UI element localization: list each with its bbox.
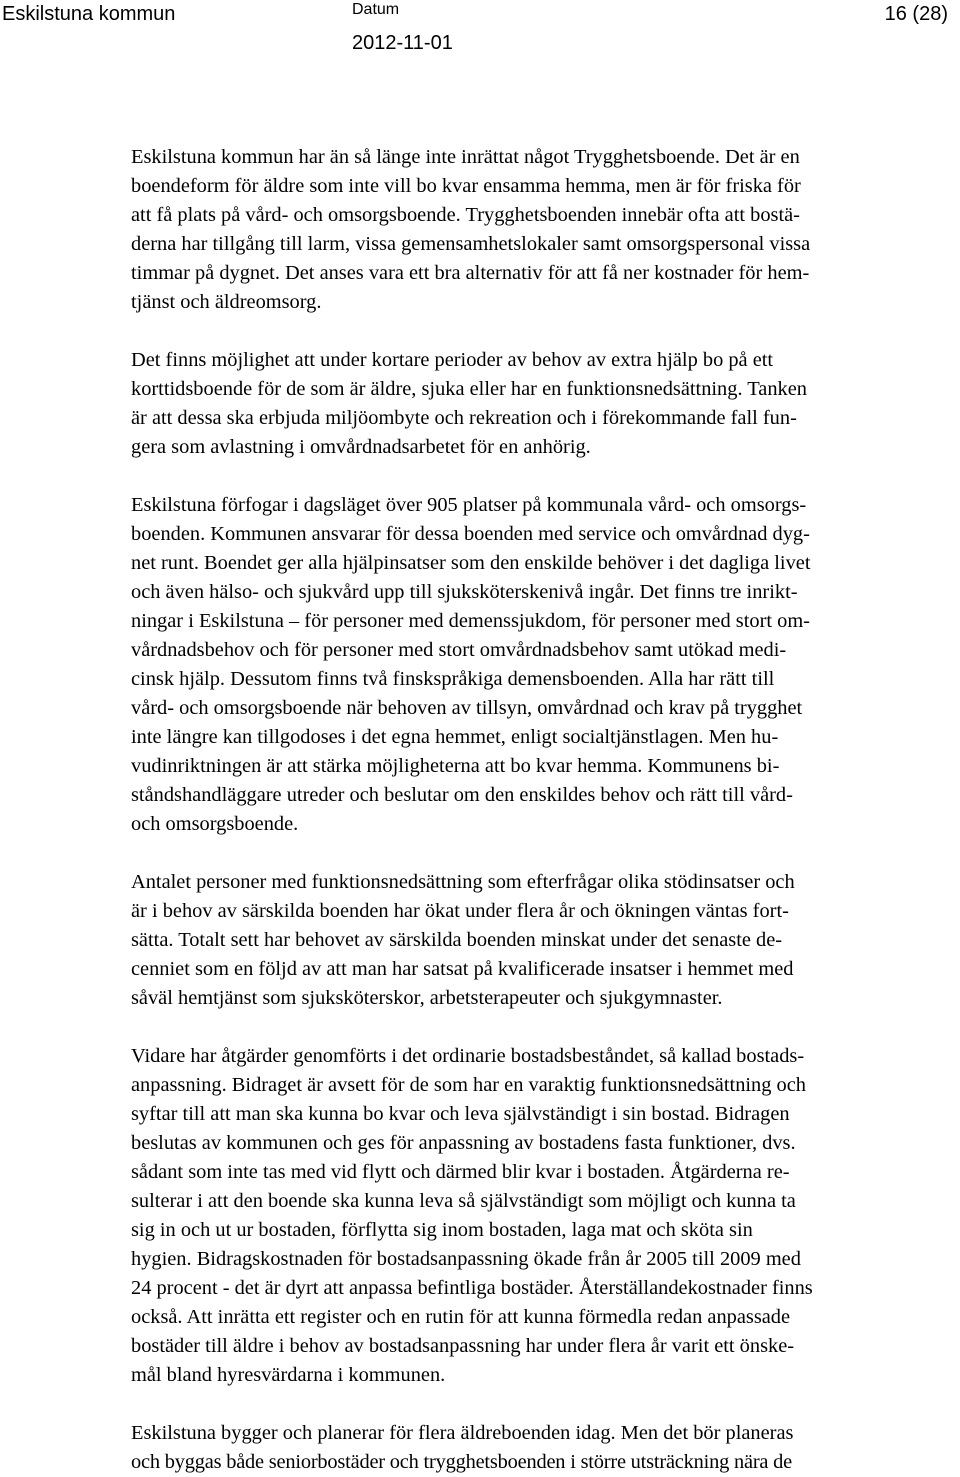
text-line: cenniet som en följd av att man har satsat på kvalificerade insatser i hemmet med [131, 958, 794, 980]
document-body [131, 143, 960, 1477]
text-line: också. Att inrätta ett register och en rutin för att kunna förmedla redan anpassade [131, 1306, 791, 1328]
text-line: derna har tillgång till larm, vissa gemensamhetslokaler samt omsorgspersonal vissa [131, 233, 811, 255]
text-line: beslutas av kommunen och ges för anpassning av bostadens fasta funktioner, dvs. [131, 1132, 796, 1154]
text-line: såväl hemtjänst som sjuksköterskor, arbetsterapeuter och sjukgymnaster. [131, 987, 723, 1009]
text-line: 24 procent - det är dyrt att anpassa befintliga bostäder. Återställandekostnader finns [131, 1277, 813, 1299]
page-header [0, 0, 960, 60]
text-line: gera som avlastning i omvårdnadsarbetet för en anhörig. [131, 436, 591, 458]
text-line: och omsorgsboende. [131, 813, 299, 835]
date-label: Datum [352, 1, 400, 18]
text-line: ningar i Eskilstuna – för personer med demenssjukdom, för personer med stort om- [131, 610, 810, 632]
text-line: Eskilstuna förfogar i dagsläget över 905 platser på kommunala vård- och omsorgs- [131, 494, 807, 516]
page-number: 16 (28) [884, 3, 948, 25]
document-date: 2012-11-01 [352, 32, 453, 54]
text-line: timmar på dygnet. Det anses vara ett bra alternativ för att få ner kostnader för hem- [131, 262, 810, 284]
text-line: att få plats på vård- och omsorgsboende. Trygghetsboenden innebär ofta att bostä- [131, 204, 800, 226]
paragraph [131, 143, 960, 317]
text-line: mål bland hyresvärdarna i kommunen. [131, 1364, 446, 1386]
text-line: och byggas både seniorbostäder och trygghetsboenden i större utsträckning nära de [131, 1451, 793, 1473]
text-line: Antalet personer med funktionsnedsättning som efterfrågar olika stödinsatser och [131, 871, 795, 893]
text-line: bostäder till äldre i behov av bostadsanpassning har under flera år varit ett önske- [131, 1335, 795, 1357]
text-line: Vidare har åtgärder genomförts i det ordinarie bostadsbeståndet, så kallad bostads- [131, 1045, 805, 1067]
text-line: net runt. Boendet ger alla hjälpinsatser som den enskilde behöver i det dagliga livet [131, 552, 811, 574]
text-line: hygien. Bidragskostnaden för bostadsanpassning ökade från år 2005 till 2009 med [131, 1248, 801, 1270]
paragraph [131, 1419, 960, 1477]
paragraph [131, 346, 960, 462]
text-line: Det finns möjlighet att under kortare perioder av behov av extra hjälp bo på ett [131, 349, 774, 371]
text-line: är i behov av särskilda boenden har ökat under flera år och ökningen väntas fort- [131, 900, 789, 922]
text-line: Eskilstuna kommun har än så länge inte inrättat något Trygghetsboende. Det är en [131, 146, 800, 168]
paragraph [131, 868, 960, 1013]
text-line: boendeform för äldre som inte vill bo kvar ensamma hemma, men är för friska för [131, 175, 801, 197]
text-line: sulterar i att den boende ska kunna leva så självständigt som möjligt och kunna ta [131, 1190, 796, 1212]
paragraph [131, 491, 960, 839]
text-line: Eskilstuna bygger och planerar för flera äldreboenden idag. Men det bör planeras [131, 1422, 794, 1444]
text-line: korttidsboende för de som är äldre, sjuka eller har en funktionsnedsättning. Tanken [131, 378, 807, 400]
text-line: vudinriktningen är att stärka möjligheterna att bo kvar hemma. Kommunens bi- [131, 755, 780, 777]
text-line: syftar till att man ska kunna bo kvar och leva självständigt i sin bostad. Bidragen [131, 1103, 790, 1125]
text-line: ståndshandläggare utreder och beslutar om den enskildes behov och rätt till vård- [131, 784, 793, 806]
text-line: sig in och ut ur bostaden, förflytta sig inom bostaden, laga mat och sköta sin [131, 1219, 753, 1241]
text-line: tjänst och äldreomsorg. [131, 291, 322, 313]
text-line: sätta. Totalt sett har behovet av särskilda boenden minskat under det senaste de- [131, 929, 783, 951]
text-line: är att dessa ska erbjuda miljöombyte och rekreation och i förekommande fall fun- [131, 407, 797, 429]
text-line: vårdnadsbehov och för personer med stort omvårdnadsbehov samt utökad medi- [131, 639, 787, 661]
text-line: anpassning. Bidraget är avsett för de som har en varaktig funktionsnedsättning och [131, 1074, 806, 1096]
text-line: sådant som inte tas med vid flytt och därmed blir kvar i bostaden. Åtgärderna re- [131, 1161, 790, 1183]
text-line: cinsk hjälp. Dessutom finns två finskspråkiga demensboenden. Alla har rätt till [131, 668, 775, 690]
text-line: inte längre kan tillgodoses i det egna hemmet, enligt socialtjänstlagen. Men hu- [131, 726, 779, 748]
text-line: vård- och omsorgsboende när behoven av tillsyn, omvårdnad och krav på trygghet [131, 697, 803, 719]
organization-name: Eskilstuna kommun [2, 3, 176, 25]
paragraph [131, 1042, 960, 1390]
text-line: och även hälso- och sjukvård upp till sjuksköterskenivå ingår. Det finns tre inrikt- [131, 581, 798, 603]
text-line: boenden. Kommunen ansvarar för dessa boenden med service och omvårdnad dyg- [131, 523, 810, 545]
